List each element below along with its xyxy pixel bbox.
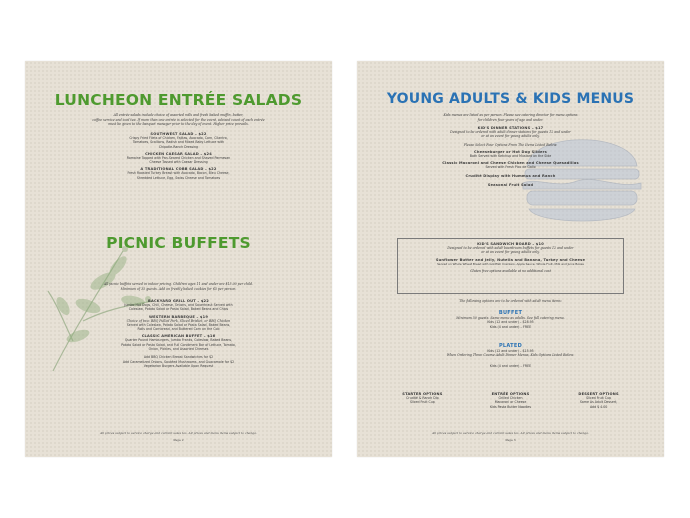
item-desc: or at an event for young adults only. <box>481 134 540 139</box>
classic-buffet-name: CLASSIC AMERICAN BUFFET – $16 <box>141 334 216 339</box>
item-desc: Designed to be ordered with adult dinner stations for guests 12 and under <box>450 130 571 134</box>
entree-options <box>467 392 554 409</box>
column-heading: STARTER OPTIONS <box>402 392 443 396</box>
item-desc: Served with Coleslaw, Potato Salad or Pasta Salad, Baked Beans, <box>126 322 231 327</box>
addon-line: Add BBQ Chicken Breast Sandwiches for $2 <box>143 355 214 360</box>
item-desc: Rolls and Cornbread, and Buttered Corn on the Cob <box>137 327 220 332</box>
item-desc: Kids (4 and under) – FREE <box>489 363 532 368</box>
item-desc: Shredded Lettuce, Egg, Swiss Cheese and Tomatoes <box>136 175 221 180</box>
item-desc: Tomatoes, Scallions, Radish and Mixed Baby Lettuce with <box>132 140 225 145</box>
menu-page-right <box>357 61 664 457</box>
kids-menu-title: YOUNG ADULTS & KIDS MENUS <box>386 91 635 107</box>
item-desc: Served on Whole Wheat Bread with Goldfish Crackers, Apple Sauce, Whole Fruit, Milk and Juice Boxes <box>437 261 584 266</box>
item-desc: Crispy Fried Filets of Chicken, Fajitas, Avocado, Corn, Cilantro, <box>129 136 228 140</box>
item-desc: Please Select Four Options From The Items Listed Below: <box>463 142 558 147</box>
plated-options <box>379 392 642 409</box>
southwest-salad-name: SOUTHWEST SALAD – $22 <box>150 132 207 136</box>
intro-line: must be given to the banquet manager prior to the day of event. Higher price prevails. <box>108 122 249 127</box>
buffet-section <box>357 310 664 329</box>
western-bbq-name: WESTERN BARBEQUE – $19 <box>148 314 209 319</box>
item-desc: Cheese Tossed with Caesar Dressing <box>149 160 208 165</box>
caesar-salad-name: CHICKEN CAESAR SALAD – $24 <box>145 151 212 156</box>
kids-sandwich-board-name: KID'S SANDWICH BOARD – $10 <box>477 242 544 246</box>
column-heading: ENTRÉE OPTIONS <box>491 392 530 396</box>
intro-line: Kids menus are listed as per person. Please see catering director for menu options <box>443 113 578 117</box>
item-desc: Potato Salad or Pasta Salad, and Full Condiment Bar of Lettuce, Tomato, <box>121 342 236 347</box>
plated-section <box>357 343 664 368</box>
page-number: Page 3 <box>505 438 516 442</box>
item-desc: or at an event for young adults only. <box>481 250 540 255</box>
addon-line: Vegetarian Burgers Available Upon Request <box>143 363 214 368</box>
option-item: Add $ 4.00 <box>589 404 608 409</box>
plated-title: PLATED <box>498 343 523 349</box>
station-item: Classic Macaroni and Cheese Chicken and Cheese Quesadillas <box>442 161 579 166</box>
option-item: Kids Pasta Butter Noodles <box>489 404 532 409</box>
kids-stations-name: KID'S DINNER STATIONS – $17 <box>477 126 544 130</box>
station-item: Cheeseburger or Hot Dog Sliders <box>474 149 547 154</box>
addon-line: Add Caramelized Onions, Sautéed Mushrooms, and Guacamole for $2 <box>122 359 235 364</box>
option-item: Sliced Fruit Cup <box>586 396 612 400</box>
item-desc: Fresh Roasted Turkey Breast with Avocado, Bacon, Bleu Cheese, <box>127 171 230 176</box>
luncheon-intro <box>25 113 332 127</box>
board-item: Sunflower Butter and Jelly, Nutella and Banana, Turkey and Cheese <box>435 257 586 262</box>
item-desc: Chipotle-Ranch Dressing <box>158 144 199 149</box>
item-desc: Jumbo Hot Dogs, Chili, Cheese, Onions, and Sauerkraut Served with <box>124 303 233 307</box>
item-desc: Onion, Pickles, and Assorted Cheeses <box>148 347 209 352</box>
stations-section <box>357 123 664 187</box>
item-desc: Minimum 50 guests. Same menu as adults. See full catering menu. <box>456 316 565 320</box>
item-desc: The following options are to be ordered with adult menu items: <box>459 299 562 303</box>
item-desc: Quarter Pound Hamburgers, Jumbo Franks, Coleslaw, Baked Beans, <box>124 338 233 343</box>
station-item: Seasonal Fruit Salad <box>487 183 534 188</box>
option-item: Crudité & Ranch Dip <box>406 396 439 400</box>
column-heading: DESSERT OPTIONS <box>578 392 619 396</box>
option-item: Macaroni or Cheese <box>494 400 527 405</box>
item-desc: Served with Fresh Pico de Gallo <box>485 165 536 170</box>
item-desc: Gluten free options available at no additional cost <box>470 268 551 273</box>
item-desc: Romaine Topped with Pan-Seared Chicken and Shaved Parmesan <box>126 155 231 160</box>
item-desc: Kids (4 and under) – FREE <box>489 324 532 329</box>
option-item: Grilled Chicken <box>498 396 523 400</box>
item-desc: Kids (12 and under) – $15.95 <box>487 349 534 353</box>
item-desc: Designed to be ordered with adult boardroom buffets for guests 12 and under <box>447 246 574 250</box>
item-desc: When Ordering Three Course Adult Dinner Menus, Kids Options Listed Below: <box>446 353 575 358</box>
item-desc: Coleslaw, Potato Salad or Pasta Salad, Baked Beans and Chips <box>128 307 229 312</box>
backyard-grill-name: BACKYARD GRILL OUT – $22 <box>148 299 209 303</box>
option-item: Sliced Fruit Cup <box>409 400 435 405</box>
page-number: Page 2 <box>173 438 184 442</box>
intro-line: Minimum of 35 guests. Add on freshly baked cookies for $5 per person. <box>120 286 237 291</box>
option-item: Same As Adult Dessert, <box>579 400 618 405</box>
intro-line: All entrée salads include choice of assorted rolls and fresh baked muffin, butter, <box>113 113 244 117</box>
picnic-intro <box>25 282 332 291</box>
menu-page-left <box>25 61 332 457</box>
page-footer: All prices subject to service charge and current sales tax. All prices and menu items subject to change. <box>431 431 590 435</box>
salad-list <box>25 129 332 180</box>
intro-line: coffee service and iced tea. If more than one entrée is selected for the event, advised count of each entrée <box>92 117 265 122</box>
item-desc: Kids (12 and under) – $28.95 <box>487 320 534 325</box>
picnic-title: PICNIC BUFFETS <box>106 234 251 252</box>
station-item: Crudité Display with Hummus and Ranch <box>465 174 556 179</box>
kids-intro <box>357 113 664 122</box>
sandwich-board-box <box>397 238 624 294</box>
sandwich-board <box>398 242 623 273</box>
page-footer: All prices subject to service charge and current sales tax. All prices and menu items subject to change. <box>99 431 258 435</box>
adult-note <box>357 299 664 303</box>
item-desc: Both Served with Ketchup and Mustard on the Side <box>469 153 552 158</box>
luncheon-title: LUNCHEON ENTRÉE SALADS <box>54 91 303 109</box>
dessert-options <box>555 392 642 409</box>
cobb-salad-name: A TRADITIONAL COBB SALAD – $22 <box>140 167 217 172</box>
starter-options <box>379 392 466 409</box>
buffet-title: BUFFET <box>498 310 523 316</box>
item-desc: Choice of two: BBQ Pulled Pork, Sliced Brisket, or BBQ Chicken <box>126 318 231 323</box>
intro-line: for children four years of age and under. <box>477 117 544 122</box>
intro-line: All picnic buffets served in indoor pricing. Children ages 11 and under are $15.00 per child. <box>103 282 254 286</box>
picnic-list <box>25 296 332 368</box>
